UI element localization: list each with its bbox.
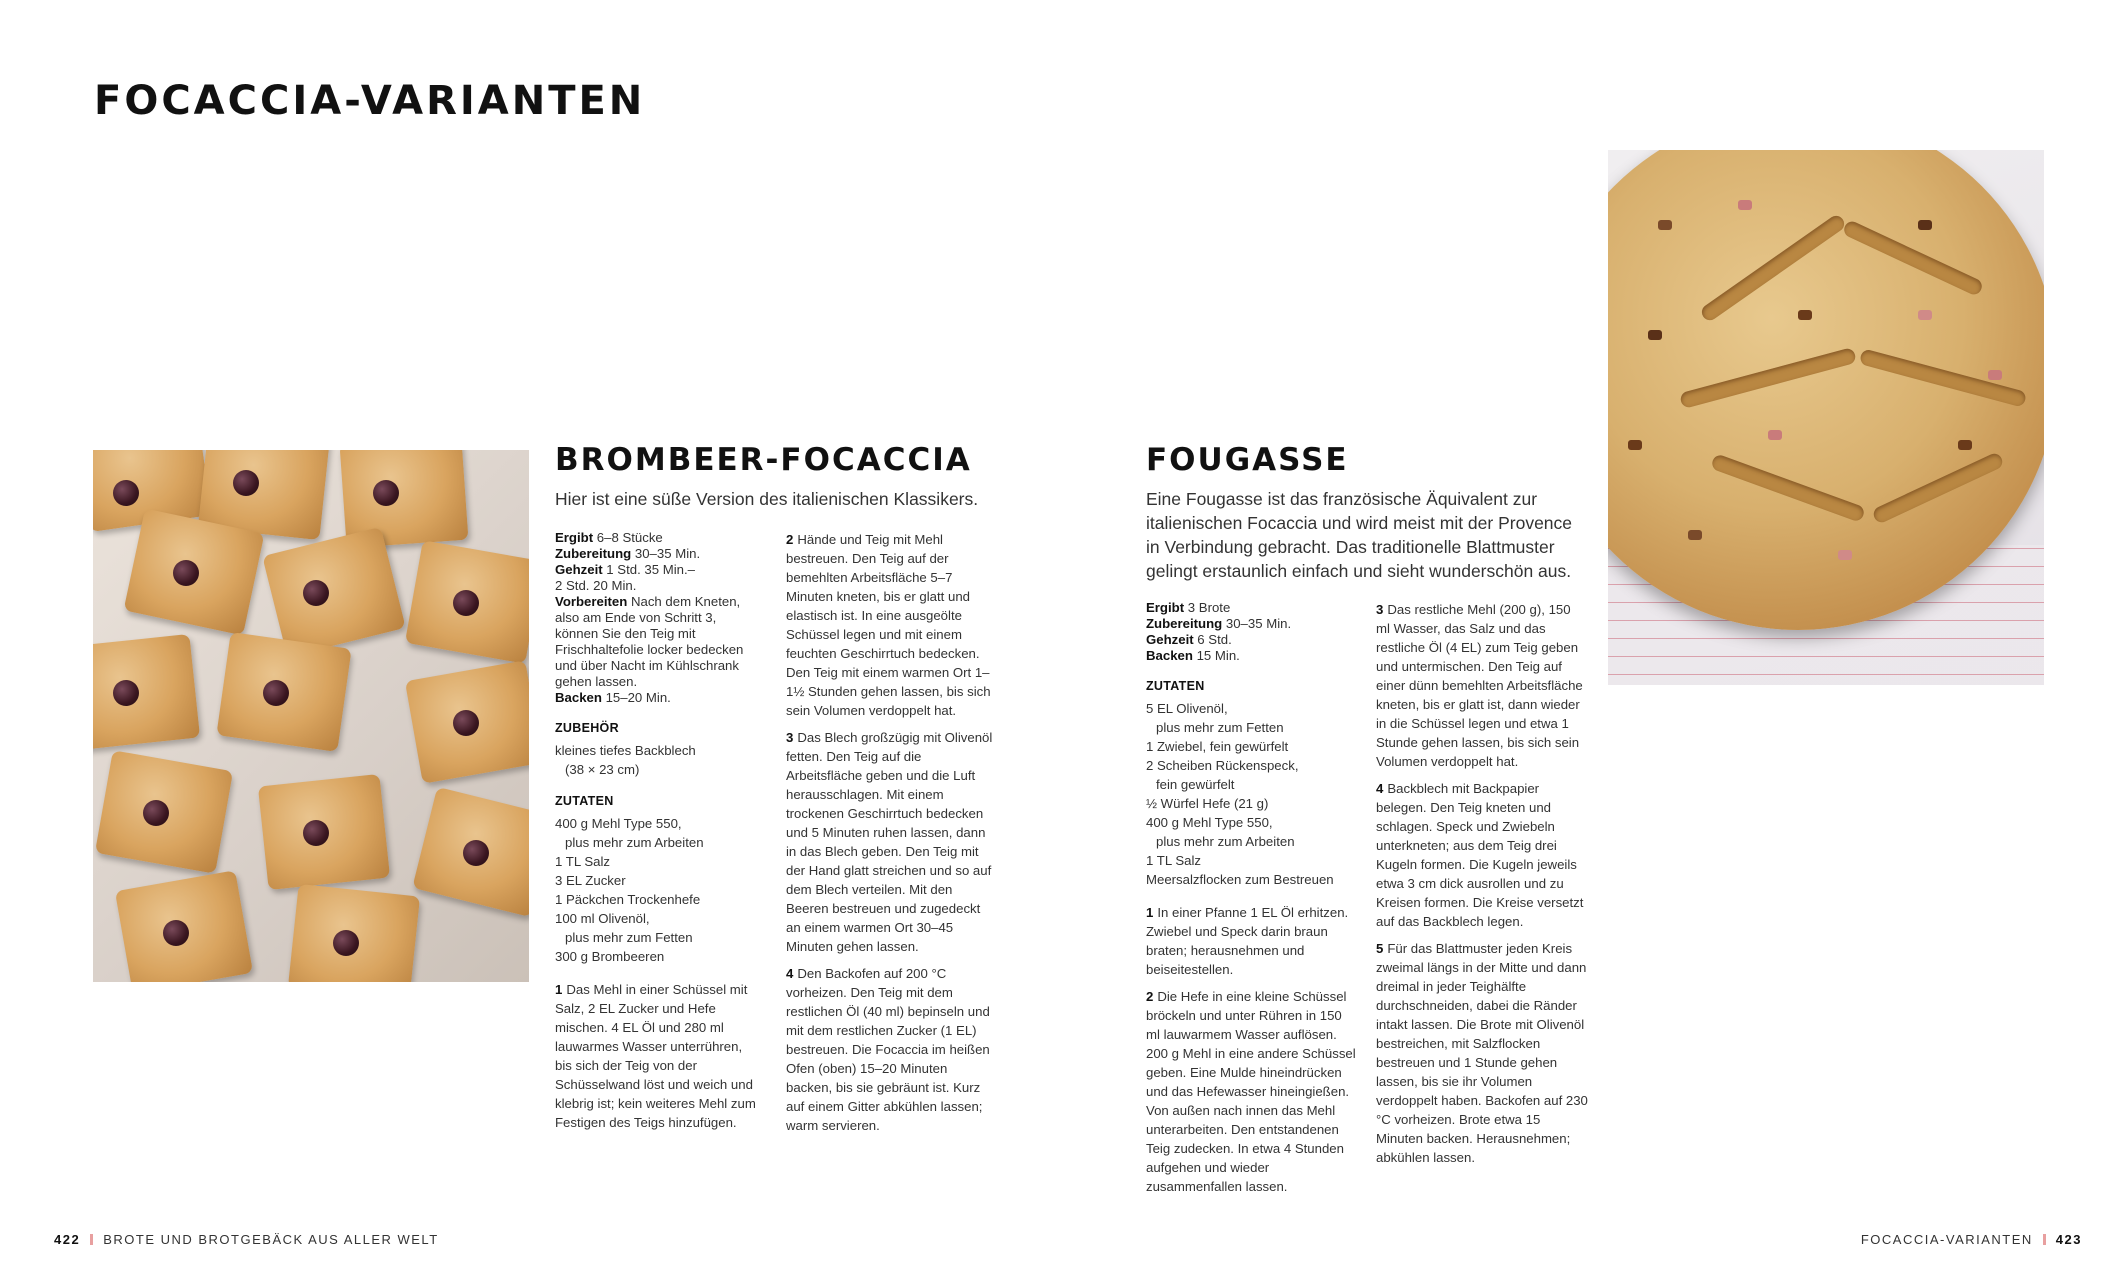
step-number: 4 bbox=[786, 966, 794, 981]
ingredient-item: 400 g Mehl Type 550, bbox=[555, 816, 682, 831]
brombeer-column-1 bbox=[555, 530, 760, 1132]
step-number: 2 bbox=[786, 532, 794, 547]
brombeer-meta bbox=[555, 530, 760, 706]
step-text: Hände und Teig mit Mehl bestreuen. Den Teig auf der bemehlten Arbeitsfläche 5–7 Minuten kneten, bis er glatt und elastisch ist. In eine ausgeölte Schüssel legen und mit einem feuchten Geschirrtuch bedecken. Den Teig mit einem warmen Ort 1–1½ Stunden gehen lassen, bis sich sein Volumen verdoppelt hat. bbox=[786, 532, 991, 718]
steps bbox=[1376, 600, 1588, 1167]
recipe-step bbox=[786, 728, 996, 956]
ingredient-item: 100 ml Olivenöl, bbox=[555, 911, 650, 926]
recipe-step bbox=[1146, 987, 1356, 1196]
recipe-step bbox=[1146, 903, 1356, 979]
zubehoer-item: kleines tiefes Backblech bbox=[555, 743, 696, 758]
footer-right bbox=[1861, 1232, 2082, 1247]
ingredient-item: plus mehr zum Fetten bbox=[1156, 720, 1284, 735]
meta-line: Gehzeit 1 Std. 35 Min.– 2 Std. 20 Min. bbox=[555, 562, 696, 593]
step-text: Das Mehl in einer Schüssel mit Salz, 2 EL Zucker und Hefe mischen. 4 EL Öl und 280 ml lauwarmes Wasser unterrühren, bis sich der Teig von der Schüsselwand löst und weich und klebrig ist; kein weiteres Mehl zum Festigen des Teigs hinzufügen. bbox=[555, 982, 756, 1130]
ingredient-item: plus mehr zum Fetten bbox=[565, 930, 693, 945]
ingredient-item: 2 Scheiben Rückenspeck, bbox=[1146, 758, 1299, 773]
recipe-step bbox=[1376, 779, 1588, 931]
ingredient-item: 400 g Mehl Type 550, bbox=[1146, 815, 1273, 830]
brombeer-intro: Hier ist eine süße Version des italienischen Klassikers. bbox=[555, 489, 979, 509]
step-text: Backblech mit Backpapier belegen. Den Teig kneten und schlagen. Speck und Zwiebeln unterkneten; aus dem Teig drei Kugeln formen. Die Kugeln jeweils etwa 3 cm dick ausrollen und zu Kreisen formen. Die Kreise versetzt auf das Backblech legen. bbox=[1376, 781, 1584, 929]
ingredient-item: ½ Würfel Hefe (21 g) bbox=[1146, 796, 1269, 811]
page-title: FOCACCIA-VARIANTEN bbox=[94, 78, 646, 124]
step-text: Die Hefe in eine kleine Schüssel bröckeln und unter Rühren in 150 ml lauwarmem Wasser auflösen. 200 g Mehl in eine andere Schüssel geben. Eine Mulde hineindrücken und das Hefewasser hineingießen. Von außen nach innen das Mehl unterarbeiten. Den entstandenen Teig zudecken. In etwa 4 Stunden aufgehen und wieder zusammenfallen lassen. bbox=[1146, 989, 1356, 1194]
ingredient-item: plus mehr zum Arbeiten bbox=[565, 835, 704, 850]
brombeer-title: BROMBEER-FOCACCIA bbox=[555, 442, 972, 478]
step-number: 3 bbox=[786, 730, 794, 745]
ingredient-item: plus mehr zum Arbeiten bbox=[1156, 834, 1295, 849]
ingredient-item: 1 TL Salz bbox=[555, 854, 610, 869]
step-text: Für das Blattmuster jeden Kreis zweimal längs in der Mitte und dann dreimal in jeder Teighälfte durchschneiden, dabei die Ränder intakt lassen. Die Brote mit Olivenöl bestreichen, mit Salzflocken bestreuen und 1 Stunde gehen lassen, bis sie ihr Volumen verdoppelt haben. Backofen auf 230 °C vorheizen. Brote etwa 15 Minuten backen. Herausnehmen; abkühlen lassen. bbox=[1376, 941, 1588, 1165]
recipe-step bbox=[555, 980, 760, 1132]
step-number: 2 bbox=[1146, 989, 1154, 1004]
steps bbox=[786, 530, 996, 1135]
meta-line: Vorbereiten Nach dem Kneten, also am Ende von Schritt 3, können Sie den Teig mit Frischhaltefolie locker bedecken und über Nacht im Kühlschrank gehen lassen. bbox=[555, 594, 744, 689]
meta-line: Ergibt 6–8 Stücke bbox=[555, 530, 663, 545]
ingredient-item: 1 Zwiebel, fein gewürfelt bbox=[1146, 739, 1289, 754]
steps bbox=[1146, 903, 1356, 1196]
brombeer-column-2 bbox=[786, 530, 996, 1135]
zubehoer-item: (38 × 23 cm) bbox=[565, 762, 640, 777]
step-number: 5 bbox=[1376, 941, 1384, 956]
fougasse-meta bbox=[1146, 600, 1356, 664]
step-text: In einer Pfanne 1 EL Öl erhitzen. Zwiebel und Speck darin braun braten; herausnehmen und beiseitestellen. bbox=[1146, 905, 1349, 977]
ingredient-item: fein gewürfelt bbox=[1156, 777, 1235, 792]
recipe-step bbox=[1376, 939, 1588, 1167]
fougasse-column-2 bbox=[1376, 600, 1588, 1167]
zutaten-heading: ZUTATEN bbox=[1146, 679, 1205, 693]
step-text: Den Backofen auf 200 °C vorheizen. Den Teig mit dem restlichen Öl (40 ml) bepinseln und mit dem restlichen Zucker (1 EL) bestreuen. Die Focaccia im heißen Ofen (oben) 15–20 Minuten backen, bis sie gebräunt ist. Kurz auf einem Gitter abkühlen lassen; warm servieren. bbox=[786, 966, 990, 1133]
ingredient-list bbox=[555, 814, 760, 966]
footer-separator bbox=[90, 1234, 93, 1245]
zutaten-heading: ZUTATEN bbox=[555, 794, 614, 808]
step-number: 1 bbox=[555, 982, 563, 997]
section-title: FOCACCIA-VARIANTEN bbox=[1860, 1232, 2033, 1247]
recipe-step bbox=[786, 530, 996, 720]
chapter-title: BROTE UND BROTGEBÄCK AUS ALLER WELT bbox=[103, 1232, 439, 1247]
fougasse-title: FOUGASSE bbox=[1146, 442, 1349, 478]
step-number: 1 bbox=[1146, 905, 1154, 920]
footer-separator bbox=[2043, 1234, 2046, 1245]
recipe-step bbox=[1376, 600, 1588, 771]
meta-line: Backen 15 Min. bbox=[1146, 648, 1240, 663]
page-number-left: 422 bbox=[54, 1232, 81, 1247]
meta-line: Zubereitung 30–35 Min. bbox=[1146, 616, 1292, 631]
fougasse-column-1 bbox=[1146, 600, 1356, 1196]
meta-line: Backen 15–20 Min. bbox=[555, 690, 671, 705]
fougasse-intro: Eine Fougasse ist das französische Äquivalent zur italienischen Focaccia und wird meist mit der Provence in Verbindung gebracht. Das traditionelle Blattmuster gelingt erstaunlich einfach und sieht wunderschön aus. bbox=[1146, 489, 1573, 581]
ingredient-item: 1 Päckchen Trockenhefe bbox=[555, 892, 701, 907]
zubehoer-heading: ZUBEHÖR bbox=[555, 721, 619, 735]
steps bbox=[555, 980, 760, 1132]
step-number: 4 bbox=[1376, 781, 1384, 796]
ingredient-list bbox=[1146, 699, 1356, 889]
recipe-step bbox=[786, 964, 996, 1135]
ingredient-item: 1 TL Salz bbox=[1146, 853, 1201, 868]
fougasse-photo bbox=[1608, 150, 2044, 685]
footer-left bbox=[54, 1232, 439, 1247]
ingredient-item: 5 EL Olivenöl, bbox=[1146, 701, 1228, 716]
meta-line: Gehzeit 6 Std. bbox=[1146, 632, 1232, 647]
ingredient-item: 3 EL Zucker bbox=[555, 873, 626, 888]
meta-line: Zubereitung 30–35 Min. bbox=[555, 546, 701, 561]
step-number: 3 bbox=[1376, 602, 1384, 617]
page-number-right: 423 bbox=[2055, 1232, 2082, 1247]
ingredient-item: Meersalzflocken zum Bestreuen bbox=[1146, 872, 1334, 887]
brombeer-focaccia-photo bbox=[93, 450, 529, 982]
step-text: Das Blech großzügig mit Olivenöl fetten. Den Teig auf die Arbeitsfläche geben und die Luft herausschlagen. Mit einem trockenen Geschirrtuch bedecken und 5 Minuten ruhen lassen, dann in das Blech geben. Den Teig mit der Hand glatt streichen und so auf dem Blech verteilen. Mit den Beeren bestreuen und zugedeckt an einem warmen Ort 30–45 Minuten gehen lassen. bbox=[786, 730, 993, 954]
step-text: Das restliche Mehl (200 g), 150 ml Wasser, das Salz und das restliche Öl (4 EL) zum Teig geben und untermischen. Den Teig auf einer dünn bemehlten Arbeitsfläche kneten, bis er glatt ist, dann wieder in die Schüssel legen und etwa 1 Stunde gehen lassen, bis sich sein Volumen verdoppelt hat. bbox=[1376, 602, 1583, 769]
ingredient-item: 300 g Brombeeren bbox=[555, 949, 665, 964]
meta-line: Ergibt 3 Brote bbox=[1146, 600, 1231, 615]
